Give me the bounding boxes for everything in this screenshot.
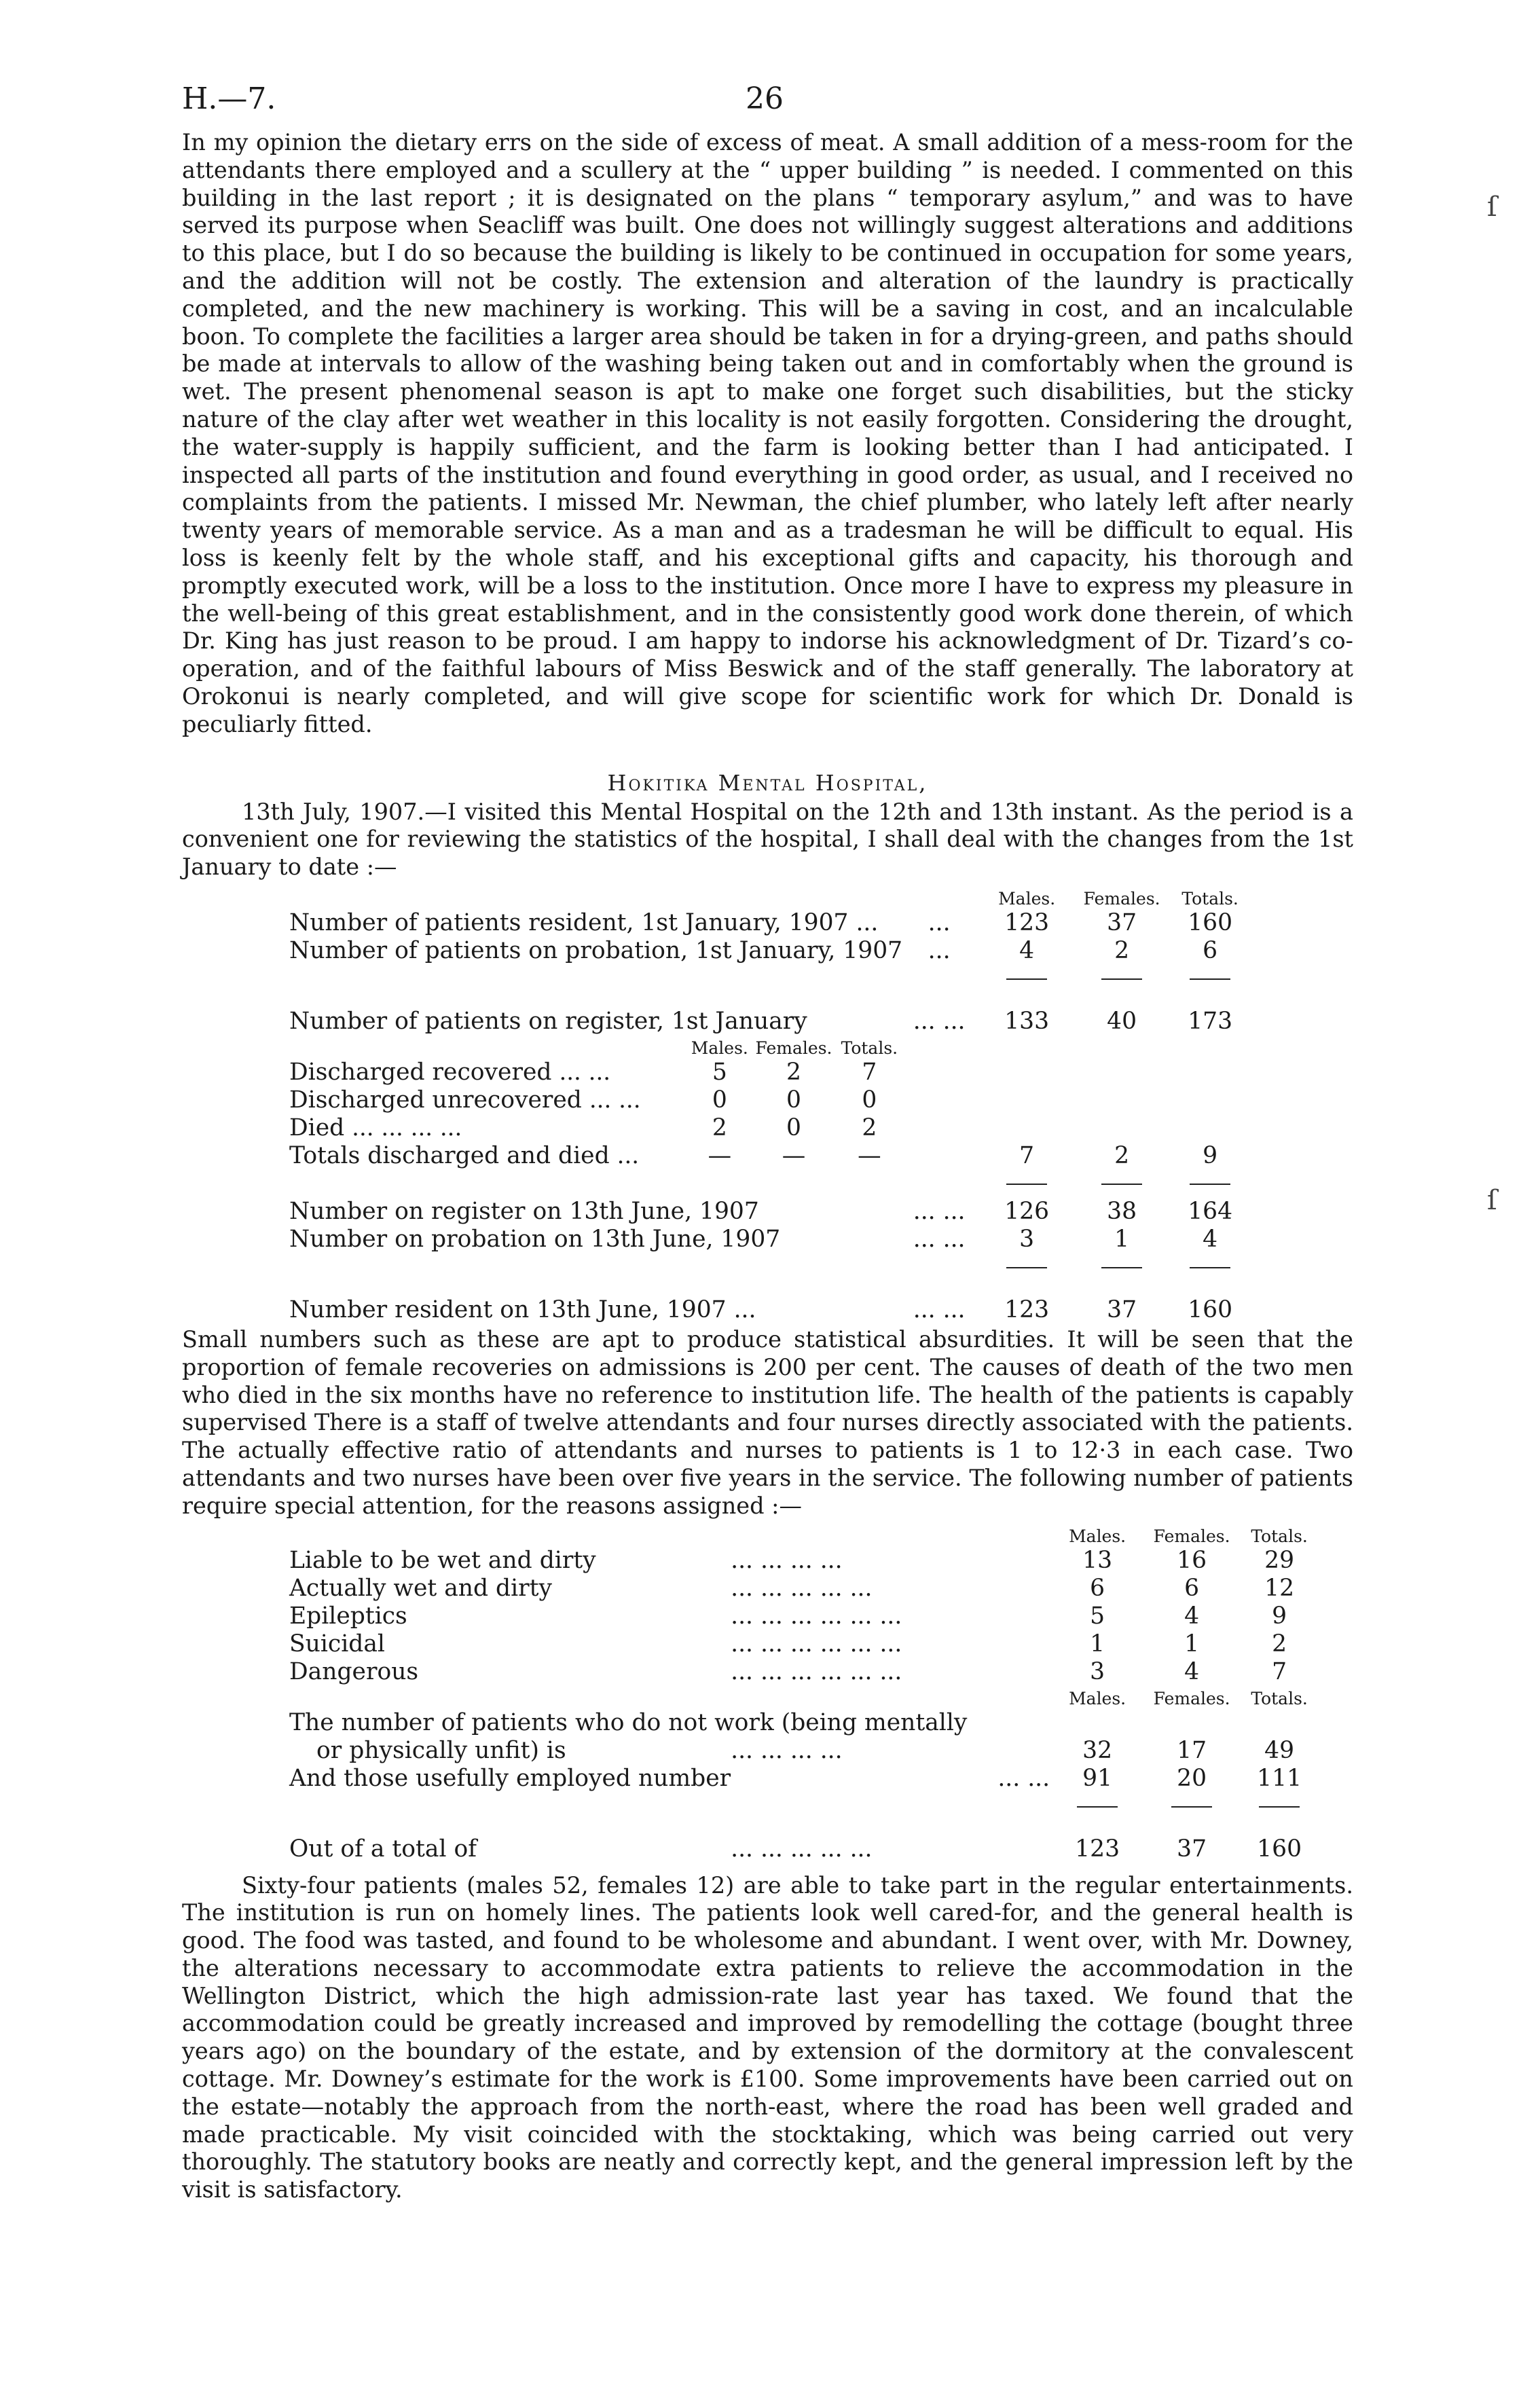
col-totals: Totals. bbox=[1251, 1688, 1308, 1708]
row-label: Died ... ... ... ... bbox=[289, 1114, 462, 1141]
value-males: 3 bbox=[1090, 1657, 1105, 1685]
row-label: Number on probation on 13th June, 1907 bbox=[289, 1225, 781, 1253]
sum-rule bbox=[289, 1253, 1254, 1281]
sub-table-header bbox=[289, 1035, 1254, 1058]
col-males: Males. bbox=[1069, 1526, 1126, 1546]
value-totals: 9 bbox=[1272, 1602, 1287, 1630]
sub-value-males: 5 bbox=[712, 1058, 727, 1086]
row-label: Discharged unrecovered ... ... bbox=[289, 1086, 641, 1114]
leader-dots: ... ... ... ... ... bbox=[731, 1574, 873, 1602]
value-males: 1 bbox=[1090, 1630, 1105, 1657]
value-females: 38 bbox=[1107, 1197, 1137, 1225]
table-row bbox=[289, 1835, 1320, 1863]
margin-mark: ſ bbox=[1487, 1185, 1497, 1216]
rule-line bbox=[1101, 1184, 1142, 1185]
rule-line bbox=[1171, 1806, 1212, 1808]
leader-dots: ... ... ... ... bbox=[352, 1114, 462, 1141]
row-label: Number on register on 13th June, 1907 bbox=[289, 1197, 759, 1225]
rule-line bbox=[1190, 1267, 1230, 1268]
value-females: 4 bbox=[1184, 1657, 1200, 1685]
rule-line bbox=[1077, 1806, 1118, 1808]
col-totals: Totals. bbox=[1181, 888, 1239, 909]
table-row bbox=[289, 936, 1254, 964]
table-header bbox=[289, 885, 1254, 909]
row-label: Actually wet and dirty bbox=[289, 1574, 552, 1602]
rule-line bbox=[1190, 978, 1230, 980]
table-row bbox=[289, 1708, 1320, 1736]
page-header bbox=[182, 75, 1353, 129]
sub-col-females: Females. bbox=[755, 1038, 832, 1058]
table-row bbox=[289, 1225, 1254, 1253]
table-row bbox=[289, 1058, 1254, 1086]
leader-dots: ... ... bbox=[997, 1764, 1050, 1792]
col-females: Females. bbox=[1153, 1526, 1230, 1546]
paragraph-seacliff: In my opinion the dietary errs on the side of excess of meat. A small addition of a mess-room for the attendants there employed and a scullery at the “ upper building ” is needed. I commented on this building in the last report ; it is designated on the plans “ temporary asylum,” and was to have served its purpose when Seacliff was built. One does not willingly suggest alterations and additions to this place, but I do so because the building is likely to be continued in occupation for some years, and the addition will not be costly. The extension and alteration of the laundry is practically completed, and the new machinery is working. This will be a saving in cost, and an incalculable boon. To complete the facilities a larger area should be taken in for a drying-green, and paths should be made at intervals to allow of the washing being taken out and in comfortably when the ground is wet. The present phenomenal season is apt to make one forget such disabilities, but the sticky nature of the clay after wet weather in this locality is not easily forgotten. Considering the drought, the water-supply is happily sufficient, and the farm is looking better than I had anticipated. I inspected all parts of the institution and found everything in good order, as usual, and I received no complaints from the patients. I missed Mr. Newman, the chief plumber, who lately left after nearly twenty years of memorable service. As a man and as a tradesman he will be difficult to equal. His loss is keenly felt by the whole staff, and his exceptional gifts and capacity, his thorough and promptly executed work, will be a loss to the institution. Once more I have to express my pleasure in the well-being of this great establishment, and in the consistently good work done therein, of which Dr. King has just reason to be proud. I am happy to indorse his acknowledgment of Dr. Tizard’s co-operation, and of the faithful labours of Miss Beswick and of the staff generally. The laboratory at Orokonui is nearly completed, and will give scope for scientific work for which Dr. Donald is peculiarly fitted. bbox=[182, 129, 1353, 737]
value-females: 16 bbox=[1177, 1546, 1207, 1574]
value-females: 4 bbox=[1184, 1602, 1200, 1630]
sum-rule bbox=[289, 1169, 1254, 1197]
value-totals: 173 bbox=[1188, 1007, 1233, 1035]
value-totals: 12 bbox=[1264, 1574, 1295, 1602]
col-males: Males. bbox=[998, 888, 1056, 909]
col-totals: Totals. bbox=[1251, 1526, 1308, 1546]
leader-dots: ... ... bbox=[913, 1296, 966, 1323]
sum-rule bbox=[289, 1792, 1320, 1820]
paragraph-conclusion: Sixty-four patients (males 52, females 12) are able to take part in the regular entertainments. The institution is run on homely lines. The patients look well cared-for, and the general health is good. The food was tasted, and found to be wholesome and abundant. I went over, with Mr. Downey, the alterations necessary to accommodate extra patients to relieve the accommodation in the Wellington District, which the high admission-rate last year has taxed. We found that the accommodation could be greatly increased and improved by remodelling the cottage (bought three years ago) on the boundary of the estate, and by extension of the dormitory at the convalescent cottage. Mr. Downey’s estimate for the work is £100. Some improvements have been carried out on the estate—notably the approach from the north-east, where the road has been well graded and made practicable. My visit coincided with the stocktaking, which was being carried out very thoroughly. The statutory books are neatly and correctly kept, and the general impression left by the visit is satisfactory. bbox=[182, 1871, 1353, 2203]
leader-dots: ... ... bbox=[559, 1058, 611, 1086]
table-row bbox=[289, 1114, 1254, 1141]
value-totals: 6 bbox=[1203, 936, 1218, 964]
table-row bbox=[289, 1602, 1320, 1630]
value-males: 126 bbox=[1004, 1197, 1050, 1225]
document-page bbox=[182, 75, 1353, 2204]
table-row bbox=[289, 1630, 1320, 1657]
rule-line bbox=[1006, 1267, 1047, 1268]
sub-dash: — bbox=[708, 1141, 732, 1169]
value-males: 123 bbox=[1004, 909, 1050, 936]
table-row bbox=[289, 909, 1254, 936]
col-males: Males. bbox=[1069, 1688, 1126, 1708]
table-row bbox=[289, 1007, 1254, 1035]
row-label: Number of patients on register, 1st January bbox=[289, 1007, 807, 1035]
row-label: And those usefully employed number bbox=[289, 1764, 731, 1792]
value-males: 7 bbox=[1019, 1141, 1035, 1169]
row-label: Liable to be wet and dirty bbox=[289, 1546, 596, 1574]
table-row bbox=[289, 1546, 1320, 1574]
sub-value-females: 2 bbox=[786, 1058, 801, 1086]
value-totals: 4 bbox=[1203, 1225, 1218, 1253]
value-males: 133 bbox=[1004, 1007, 1050, 1035]
sub-dash: — bbox=[782, 1141, 806, 1169]
value-females: 1 bbox=[1184, 1630, 1200, 1657]
page-number: 26 bbox=[746, 81, 784, 116]
value-totals: 164 bbox=[1188, 1197, 1233, 1225]
table-row bbox=[289, 1764, 1320, 1792]
value-males: 32 bbox=[1082, 1736, 1113, 1764]
table-row bbox=[289, 1736, 1320, 1764]
leader-dots: ... bbox=[928, 936, 951, 964]
value-totals: 160 bbox=[1188, 1296, 1233, 1323]
value-females: 6 bbox=[1184, 1574, 1200, 1602]
value-males: 13 bbox=[1082, 1546, 1113, 1574]
value-males: 123 bbox=[1004, 1296, 1050, 1323]
special-attention-table bbox=[289, 1523, 1320, 1863]
value-totals: 2 bbox=[1272, 1630, 1287, 1657]
sub-value-males: 2 bbox=[712, 1114, 727, 1141]
row-label: Number of patients resident, 1st January, 1907 ... bbox=[289, 909, 879, 936]
value-males: 3 bbox=[1019, 1225, 1035, 1253]
rule-line bbox=[1190, 1184, 1230, 1185]
paragraph-statistics-commentary: Small numbers such as these are apt to produce statistical absurdities. It will be seen that the proportion of female recoveries on admissions is 200 per cent. The causes of death of the two men who died in the six months have no reference to institution life. The health of the patients is capably supervised There is a staff of twelve attendants and four nurses directly associated with the patients. The actually effective ratio of attendants and nurses to patients is 1 to 12·3 in each case. Two attendants and two nurses have been over five years in the service. The following number of patients require special attention, for the reasons assigned :— bbox=[182, 1325, 1353, 1519]
value-males: 91 bbox=[1082, 1764, 1113, 1792]
leader-dots: ... ... bbox=[913, 1007, 966, 1035]
row-label: Number resident on 13th June, 1907 ... bbox=[289, 1296, 756, 1323]
value-totals: 49 bbox=[1264, 1736, 1295, 1764]
value-females: 2 bbox=[1114, 1141, 1130, 1169]
section-heading: Hokitika Mental Hospital, bbox=[607, 769, 928, 796]
rule-line bbox=[1259, 1806, 1300, 1808]
leader-dots: ... ... bbox=[589, 1086, 641, 1114]
sub-value-totals: 0 bbox=[862, 1086, 877, 1114]
value-males: 4 bbox=[1019, 936, 1035, 964]
col-females: Females. bbox=[1153, 1688, 1230, 1708]
sub-value-totals: 2 bbox=[862, 1114, 877, 1141]
value-totals: 111 bbox=[1257, 1764, 1302, 1792]
margin-mark: ſ bbox=[1487, 191, 1497, 223]
table-row bbox=[289, 1574, 1320, 1602]
sub-value-males: 0 bbox=[712, 1086, 727, 1114]
leader-dots: ... ... ... ... bbox=[731, 1736, 843, 1764]
leader-dots: ... ... bbox=[913, 1197, 966, 1225]
row-label: Totals discharged and died ... bbox=[289, 1141, 640, 1169]
value-females: 17 bbox=[1177, 1736, 1207, 1764]
table-row bbox=[289, 1197, 1254, 1225]
value-females: 37 bbox=[1107, 909, 1137, 936]
rule-line bbox=[1006, 978, 1047, 980]
row-label: Dangerous bbox=[289, 1657, 419, 1685]
table-row bbox=[289, 1086, 1254, 1114]
rule-line bbox=[1006, 1184, 1047, 1185]
leader-dots: ... ... bbox=[913, 1225, 966, 1253]
row-label: Suicidal bbox=[289, 1630, 385, 1657]
leader-dots: ... bbox=[617, 1141, 640, 1169]
sub-value-females: 0 bbox=[786, 1086, 801, 1114]
value-totals: 29 bbox=[1264, 1546, 1295, 1574]
value-totals: 9 bbox=[1203, 1141, 1218, 1169]
value-totals: 7 bbox=[1272, 1657, 1287, 1685]
sub-dash: — bbox=[858, 1141, 881, 1169]
leader-dots: ... ... ... ... ... ... bbox=[731, 1630, 902, 1657]
leader-dots: ... ... ... ... ... bbox=[731, 1835, 873, 1863]
rule-line bbox=[1101, 978, 1142, 980]
table-header bbox=[289, 1523, 1320, 1546]
row-label: Number of patients on probation, 1st January, 1907 bbox=[289, 936, 903, 964]
row-label: or physically unfit) is bbox=[316, 1736, 566, 1764]
table-row bbox=[289, 1657, 1320, 1685]
table-header bbox=[289, 1685, 1320, 1708]
leader-dots: ... ... ... ... bbox=[731, 1546, 843, 1574]
sub-value-females: 0 bbox=[786, 1114, 801, 1141]
row-label: Discharged recovered ... ... bbox=[289, 1058, 611, 1086]
sub-value-totals: 7 bbox=[862, 1058, 877, 1086]
row-label: Epileptics bbox=[289, 1602, 407, 1630]
value-females: 37 bbox=[1107, 1296, 1137, 1323]
rule-line bbox=[1101, 1267, 1142, 1268]
value-totals: 160 bbox=[1188, 909, 1233, 936]
leader-dots: ... ... ... ... ... ... bbox=[731, 1657, 902, 1685]
value-males: 123 bbox=[1075, 1835, 1120, 1863]
table-row bbox=[289, 1141, 1254, 1169]
leader-dots: ... ... ... ... ... ... bbox=[731, 1602, 902, 1630]
value-females: 40 bbox=[1107, 1007, 1137, 1035]
sum-rule bbox=[289, 964, 1254, 992]
value-males: 6 bbox=[1090, 1574, 1105, 1602]
sub-col-males: Males. bbox=[691, 1038, 748, 1058]
value-totals: 160 bbox=[1257, 1835, 1302, 1863]
sub-col-totals: Totals. bbox=[841, 1038, 898, 1058]
col-females: Females. bbox=[1083, 888, 1160, 909]
row-label: Out of a total of bbox=[289, 1835, 477, 1863]
paragraph-hokitika-intro: 13th July, 1907.—I visited this Mental Hospital on the 12th and 13th instant. As the period is a convenient one for reviewing the statistics of the hospital, I shall deal with the changes from the 1st January to date :— bbox=[182, 798, 1353, 881]
document-reference: H.—7. bbox=[182, 81, 276, 116]
value-females: 20 bbox=[1177, 1764, 1207, 1792]
value-females: 2 bbox=[1114, 936, 1130, 964]
row-label: The number of patients who do not work (being mentally bbox=[289, 1708, 968, 1736]
register-statistics-table bbox=[289, 885, 1254, 1323]
table-row bbox=[289, 1296, 1254, 1323]
value-males: 5 bbox=[1090, 1602, 1105, 1630]
leader-dots: ... bbox=[928, 909, 951, 936]
value-females: 1 bbox=[1114, 1225, 1130, 1253]
value-females: 37 bbox=[1177, 1835, 1207, 1863]
